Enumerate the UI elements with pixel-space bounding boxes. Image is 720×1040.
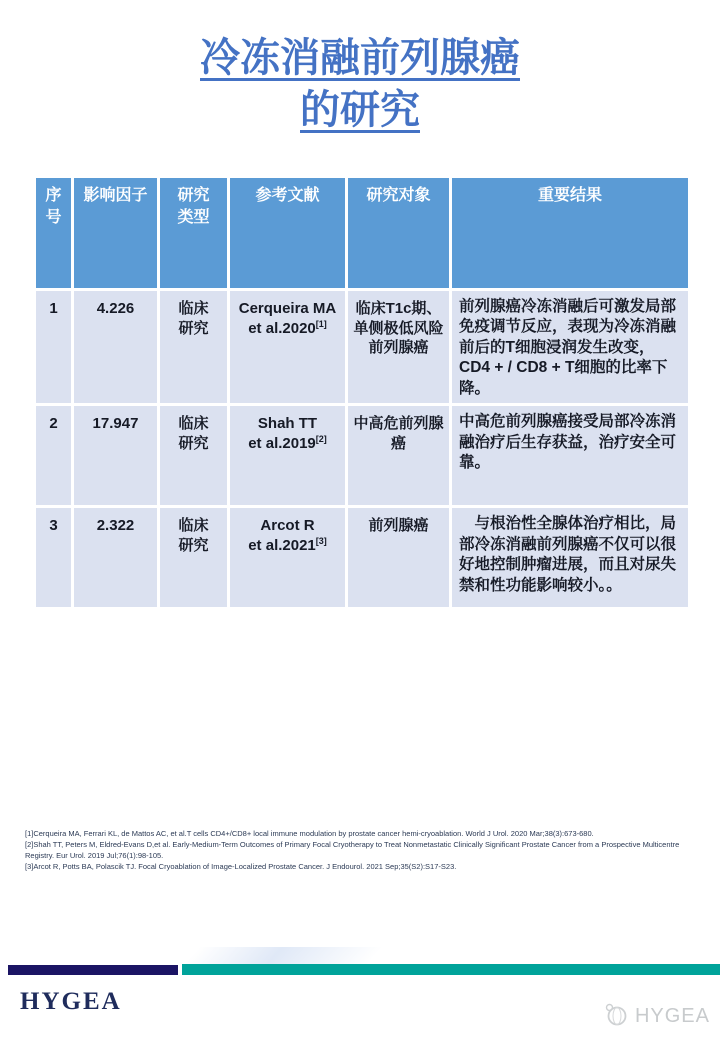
table-row: [35, 507, 690, 609]
cell-study-type-text: 临床研究: [178, 415, 209, 452]
cell-result: 与根治性全腺体治疗相比，局部冷冻消融前列腺癌不仅可以很好地控制肿瘤进展，而且对尿失禁和性功能影响较小。。: [451, 507, 690, 609]
column-header-impact-factor: [73, 177, 159, 290]
footnote-3: [3]Arcot R, Potts BA, Polascik TJ. Focal Cryoablation of Image-Localized Prostate Cancer. J Endourol. 2021 Sep;35(S2):S17-S23.: [25, 861, 457, 871]
reference-author: Cerqueira MA: [238, 300, 337, 317]
page-title-line1: [0, 32, 720, 84]
cell-study-type-text: 临床研究: [178, 300, 209, 337]
table-row: [35, 405, 690, 507]
cell-no: 2: [35, 405, 73, 507]
cell-result: 前列腺癌冷冻消融后可激发局部免疫调节反应，表现为冷冻消融前后的T细胞浸润发生改变，CD4 + / CD8 + T细胞的比率下降。: [451, 290, 690, 405]
reference-footnotes: [25, 829, 697, 873]
page-title-line2-text: 的研究: [300, 88, 420, 132]
reference-citation-mark: [3]: [315, 535, 327, 546]
cell-reference: [229, 507, 347, 609]
cell-subject: 临床T1c期、单侧极低风险前列腺癌: [347, 290, 451, 405]
page-title-line2: [0, 84, 720, 136]
globe-icon: [603, 1001, 629, 1032]
column-header-no-label: 序号: [45, 187, 62, 226]
column-header-subject-label: 研究对象: [366, 187, 431, 204]
reference-year: et al.2021: [248, 536, 316, 554]
cell-no: 1: [35, 290, 73, 405]
page-title-line1-text: 冷冻消融前列腺癌: [200, 36, 520, 80]
cell-study-type: [159, 405, 229, 507]
reference-year: et al.2019: [248, 434, 316, 452]
column-header-reference-label: 参考文献: [255, 187, 320, 204]
cell-impact-factor: 4.226: [73, 290, 159, 405]
column-header-subject: [347, 177, 451, 290]
cell-reference: [229, 290, 347, 405]
cell-impact-factor: 17.947: [73, 405, 159, 507]
cell-result: 中高危前列腺癌接受局部冷冻消融治疗后生存获益，治疗安全可靠。: [451, 405, 690, 507]
cell-impact-factor: 2.322: [73, 507, 159, 609]
cell-study-type-text: 临床研究: [178, 517, 209, 554]
footer-teal-bar: [182, 964, 720, 975]
cell-no: 3: [35, 507, 73, 609]
cell-reference: [229, 405, 347, 507]
reference-author: Shah TT: [257, 415, 318, 433]
column-header-study-type: [159, 177, 229, 290]
studies-table: [33, 175, 691, 610]
reference-year: et al.2020: [248, 319, 316, 337]
watermark: [603, 1001, 710, 1032]
footnote-2: [2]Shah TT, Peters M, Eldred-Evans D,et al. Early-Medium-Term Outcomes of Primary Focal Cryotherapy to Treat Nonmetastatic Clinically Significant Prostate Cancer from a Prospective Multicentre Registry. Eur Urol. 2019 Jul;76(1):98-105.: [25, 839, 680, 860]
footer-navy-bar: [8, 965, 178, 975]
table-row: [35, 290, 690, 405]
footnote-1: [1]Cerqueira MA, Ferrari KL, de Mattos AC, et al.T cells CD4+/CD8+ local immune modulation by prostate cancer hemi-cryoablation. World J Urol. 2020 Mar;38(3):673-680.: [25, 829, 594, 838]
column-header-key-result: [451, 177, 690, 290]
hygea-logo: HYGEA: [20, 988, 122, 1015]
reference-citation-mark: [2]: [315, 433, 327, 444]
cell-subject: 中高危前列腺癌: [347, 405, 451, 507]
reference-citation-mark: [1]: [315, 318, 327, 329]
watermark-text: HYGEA: [634, 1005, 710, 1027]
table-header-row: [35, 177, 690, 290]
page-title: [0, 32, 720, 136]
column-header-key-result-label: 重要结果: [537, 187, 602, 204]
column-header-no: [35, 177, 73, 290]
cell-study-type: [159, 507, 229, 609]
cell-study-type: [159, 290, 229, 405]
footer-light-streak: [154, 947, 497, 965]
column-header-study-type-label: 研究类型: [177, 187, 210, 226]
reference-author: Arcot R: [260, 517, 315, 535]
column-header-reference: [229, 177, 347, 290]
column-header-impact-factor-label: 影响因子: [83, 187, 148, 204]
cell-subject: 前列腺癌: [347, 507, 451, 609]
